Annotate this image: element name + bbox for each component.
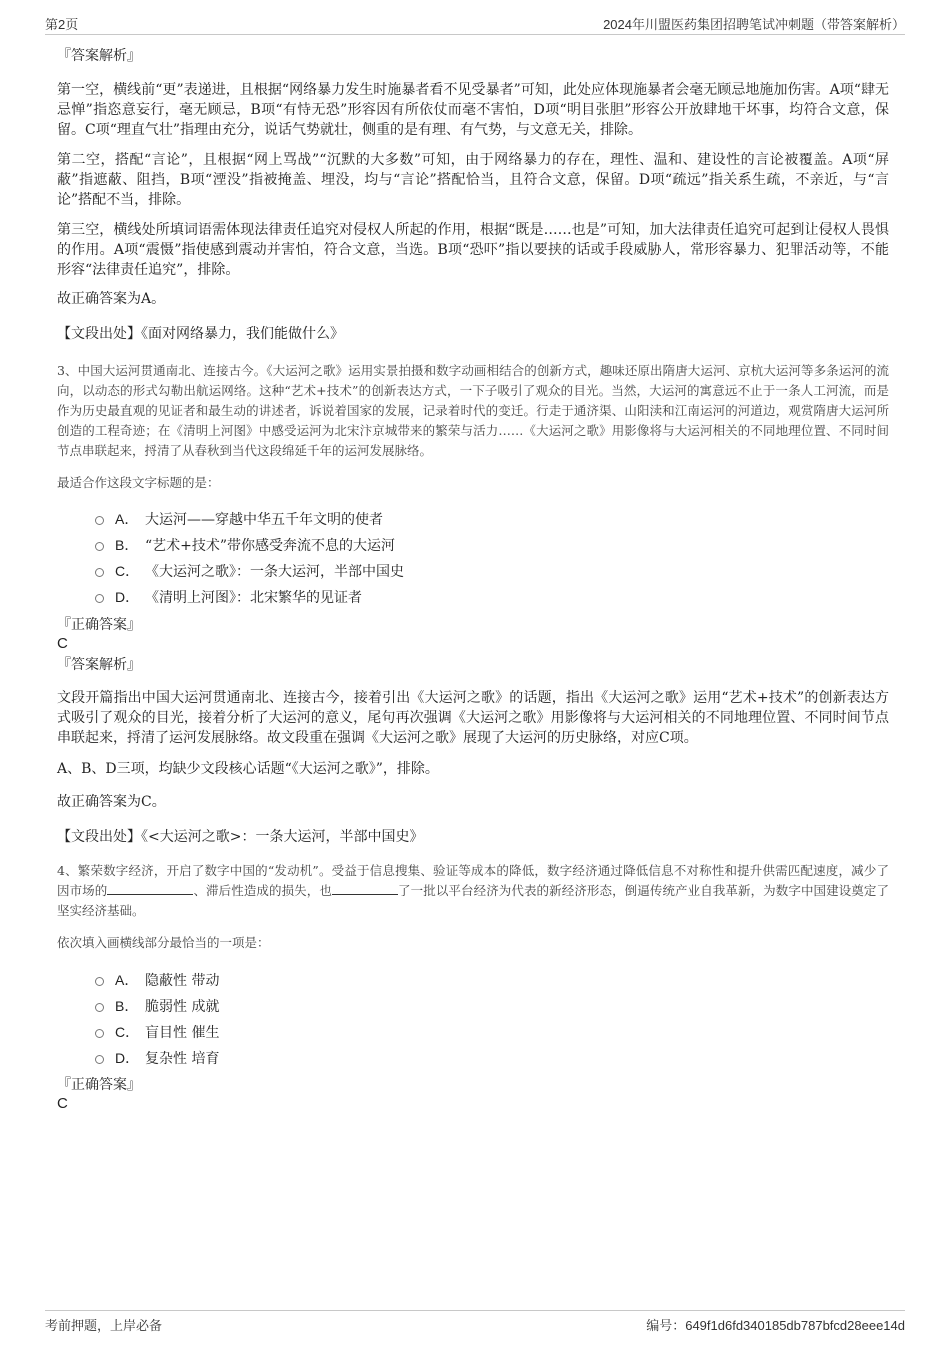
footer-slogan: 考前押题，上岸必备 (45, 1318, 163, 1333)
q3-option-c[interactable]: C． 《大运河之歌》：一条大运河，半部中国史 (95, 558, 404, 584)
question-4-options (95, 967, 219, 1071)
q4-answer-label: 『正确答案』 (57, 1077, 141, 1093)
q3-conclusion: 故正确答案为C。 (57, 794, 166, 810)
page-header (45, 12, 905, 35)
q3-answer-label: 『正确答案』 (57, 617, 141, 633)
q4-option-d[interactable]: D． 复杂性 培育 (95, 1045, 219, 1071)
prev-analysis-para-2: 第二空，搭配“言论”，且根据“网上骂战”“沉默的大多数”可知，由于网络暴力的存在，理性、温和、建设性的言论被覆盖。A项“屏蔽”指遮蔽、阻挡，B项“湮没”指被掩盖、埋没，均与“言论”搭配恰当，且符合文意，保留。D项“疏远”指关系生疏，不亲近，与“言论”搭配不当，排除。 (57, 152, 889, 208)
prev-analysis-para-3: 第三空，横线处所填词语需体现法律责任追究对侵权人所起的作用，根据“既是……也是”可知，加大法律责任追究可起到让侵权人畏惧的作用。A项“震慑”指使感到震动并害怕，符合文意，当选。B项“恐吓”指以要挟的话或手段威胁人，常形容暴力、犯罪活动等，不能形容“法律责任追究”，排除。 (57, 222, 889, 278)
page-number: 第2页 (45, 17, 79, 32)
q3-analysis-para-2: A、B、D三项，均缺少文段核心话题“《大运河之歌》”，排除。 (57, 761, 439, 777)
radio-icon[interactable] (95, 516, 104, 525)
question-3-prompt: 最适合作这段文字标题的是： (57, 475, 220, 490)
q3-analysis-label: 『答案解析』 (57, 657, 141, 673)
q4-option-a[interactable]: A． 隐蔽性 带动 (95, 967, 219, 993)
fill-blank-1 (107, 882, 193, 895)
document-id: 编号：649f1d6fd340185db787bfcd28eee14d (646, 1318, 905, 1333)
prev-conclusion: 故正确答案为A。 (57, 291, 166, 307)
radio-icon[interactable] (95, 1055, 104, 1064)
question-3-text: 3、中国大运河贯通南北、连接古今。《大运河之歌》运用实景拍摄和数字动画相结合的创新方式，趣味还原出隋唐大运河、京杭大运河等多条运河的流向，以动态的形式勾勒出航运网络。这种“艺术+技术”的创新表达方式，一下子吸引了观众的目光。当然，大运河的寓意远不止于一条人工河流，而是作为历史最直观的见证者和最生动的讲述者，诉说着国家的发展，记录着时代的变迁。行走于通济渠、山阳渎和江南运河的河道边，观赏隋唐大运河所创造的工程奇迹；在《清明上河图》中感受运河为北宋汴京城带来的繁荣与活力……《大运河之歌》用影像将与大运河相关的不同地理位置、不同时间节点串联起来，捋清了从春秋到当代这段绵延千年的运河发展脉络。 (57, 363, 889, 458)
radio-icon[interactable] (95, 977, 104, 986)
q3-option-b[interactable]: B． “艺术+技术”带你感受奔流不息的大运河 (95, 532, 404, 558)
q3-source: 【文段出处】《<大运河之歌>：一条大运河，半部中国史》 (57, 829, 424, 845)
prev-analysis-label: 『答案解析』 (57, 48, 141, 64)
radio-icon[interactable] (95, 568, 104, 577)
fill-blank-2 (332, 882, 398, 895)
question-3-options (95, 506, 404, 610)
q4-answer: C (57, 1095, 68, 1112)
document-title: 2024年川盟医药集团招聘笔试冲刺题（带答案解析） (603, 17, 905, 32)
q3-analysis-para-1: 文段开篇指出中国大运河贯通南北、连接古今，接着引出《大运河之歌》的话题，指出《大运河之歌》运用“艺术+技术”的创新表达方式吸引了观众的目光，接着分析了大运河的意义，尾句再次强调《大运河之歌》用影像将与大运河相关的不同地理位置、不同时间节点串联起来，捋清了运河发展脉络。故文段重在强调《大运河之歌》展现了大运河的历史脉络，对应C项。 (57, 690, 889, 746)
prev-analysis-para-1: 第一空，横线前“更”表递进，且根据“网络暴力发生时施暴者看不见受暴者”可知，此处应体现施暴者会毫无顾忌地施加伤害。A项“肆无忌惮”指恣意妄行，毫无顾忌，B项“有恃无恐”形容因有所依仗而毫不害怕，D项“明目张胆”形容公开放肆地干坏事，均符合文意，保留。C项“理直气壮”指理由充分，说话气势就壮，侧重的是有理、有气势，与文意无关，排除。 (57, 82, 889, 138)
question-4-prompt: 依次填入画横线部分最恰当的一项是： (57, 935, 270, 950)
q4-option-c[interactable]: C． 盲目性 催生 (95, 1019, 219, 1045)
prev-source: 【文段出处】《面对网络暴力，我们能做什么》 (57, 326, 344, 342)
radio-icon[interactable] (95, 1029, 104, 1038)
radio-icon[interactable] (95, 542, 104, 551)
question-4-text: 4、繁荣数字经济，开启了数字中国的“发动机”。受益于信息搜集、验证等成本的降低，数字经济通过降低信息不对称性和提升供需匹配速度，减少了因市场的 、滞后性造成的损失，也 了一批以平台经济为代表的新经济形态，倒逼传统产业自我革新，为数字中国建设奠定了坚实经济基础。 (57, 863, 889, 918)
q4-option-b[interactable]: B． 脆弱性 成就 (95, 993, 219, 1019)
q3-option-a[interactable]: A． 大运河——穿越中华五千年文明的使者 (95, 506, 404, 532)
radio-icon[interactable] (95, 594, 104, 603)
q3-answer: C (57, 635, 68, 652)
q3-option-d[interactable]: D． 《清明上河图》：北宋繁华的见证者 (95, 584, 404, 610)
page-footer (45, 1310, 905, 1335)
radio-icon[interactable] (95, 1003, 104, 1012)
